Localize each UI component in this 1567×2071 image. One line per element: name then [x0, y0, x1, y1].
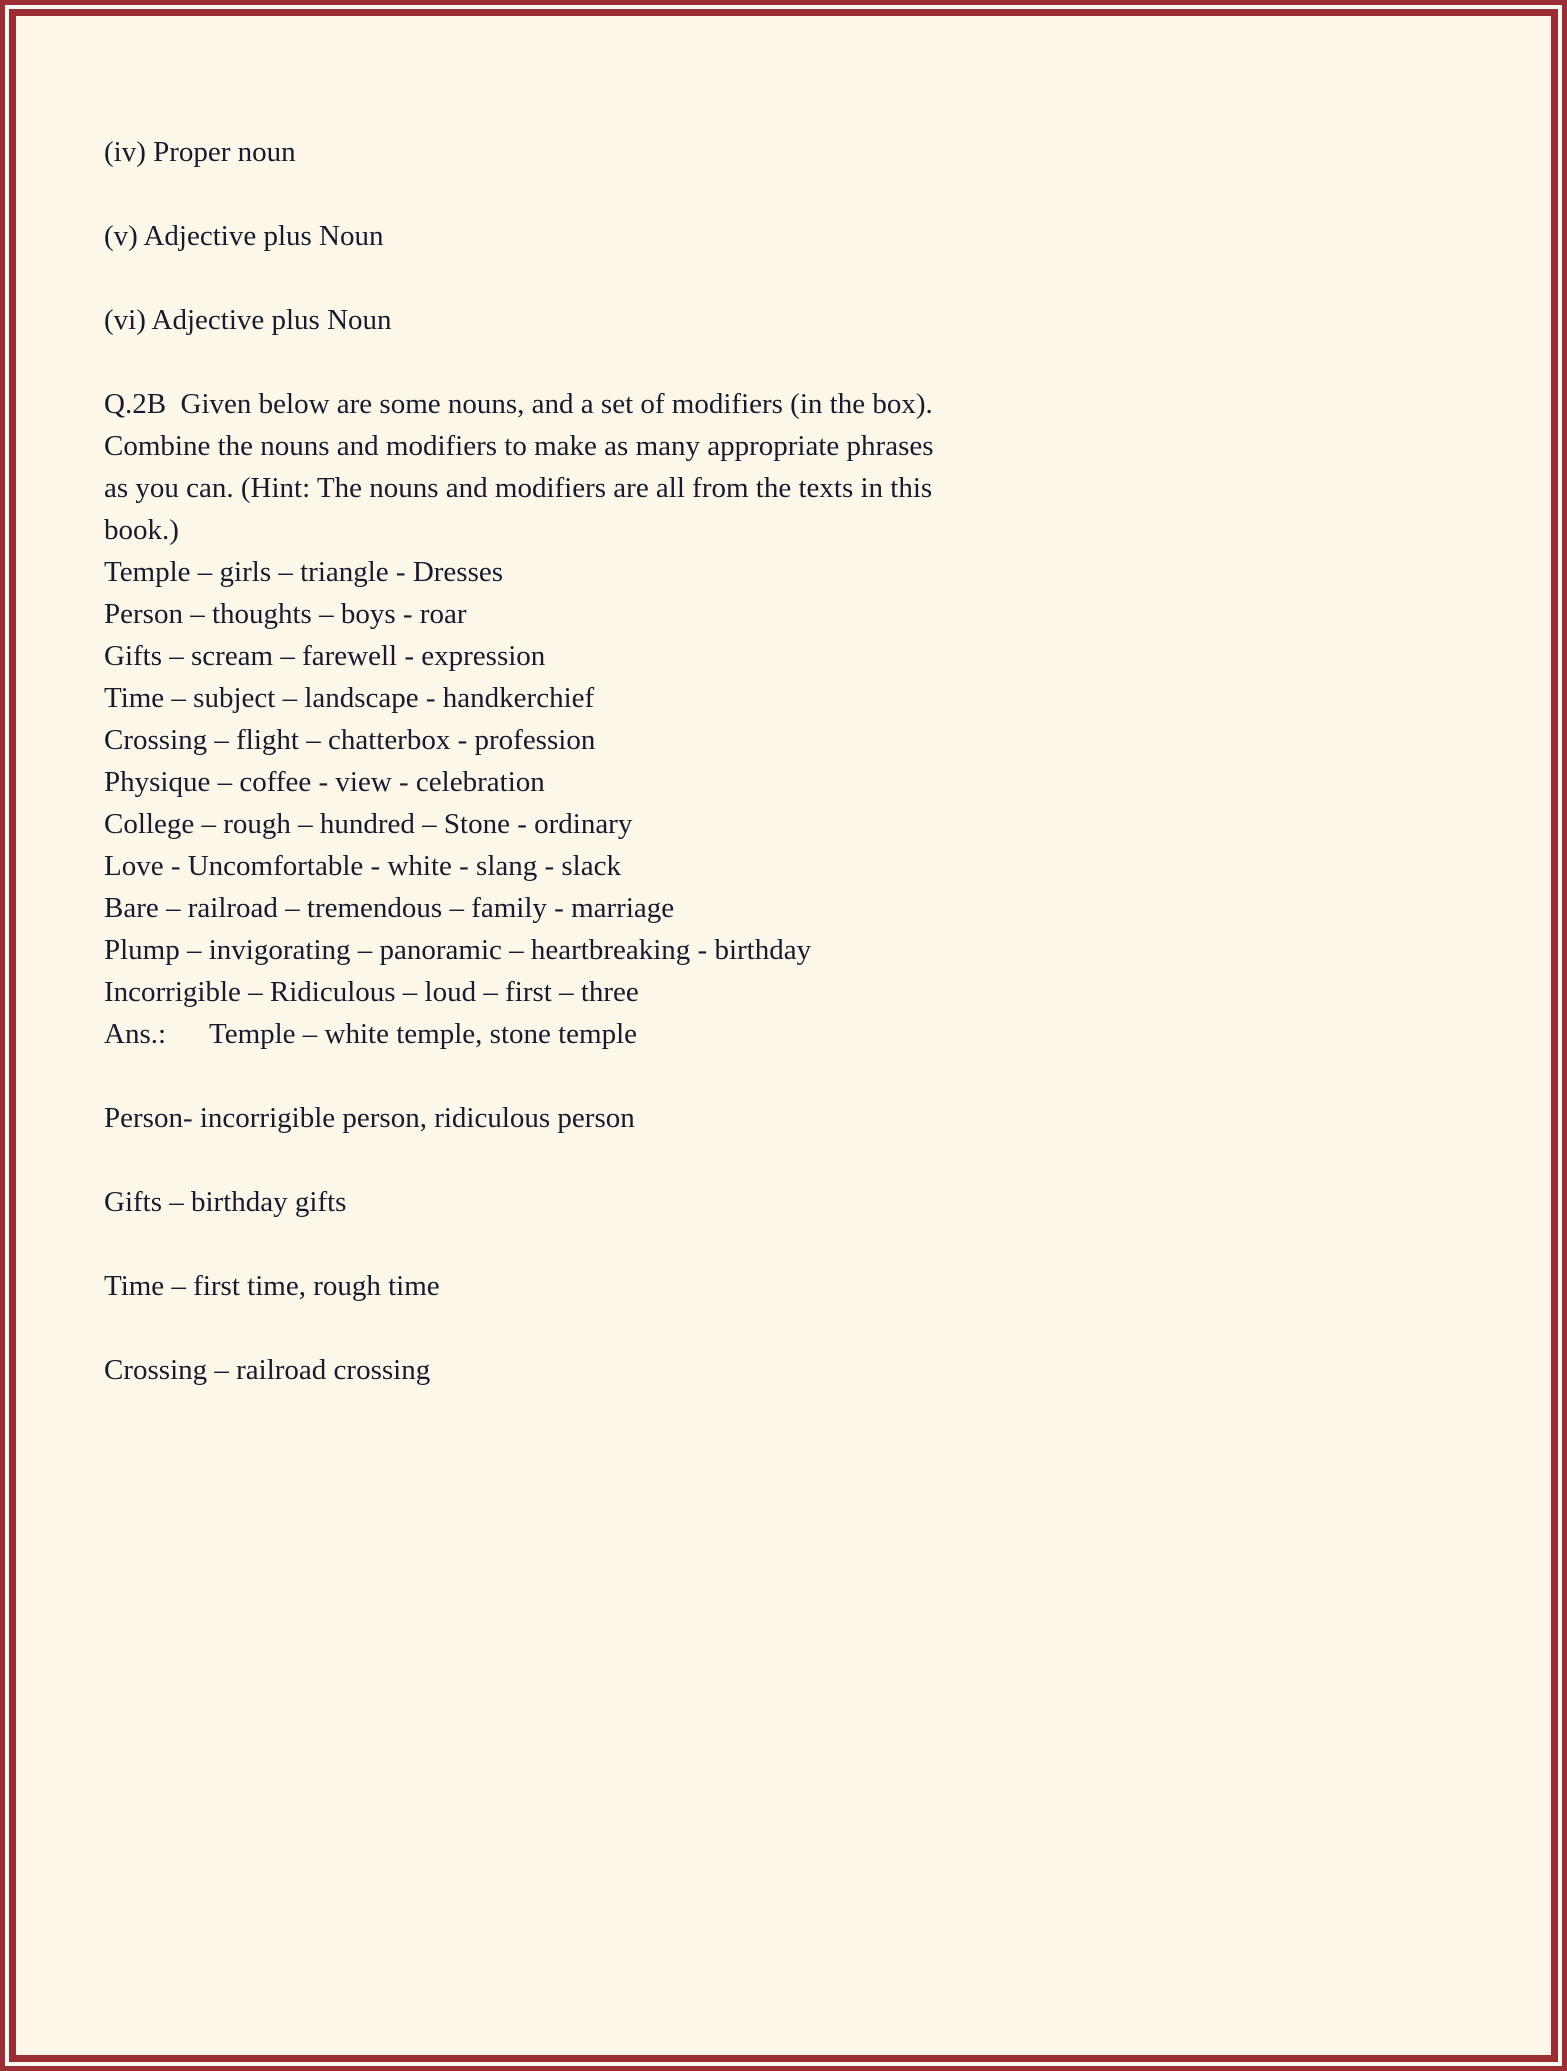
text-line: Person – thoughts – boys - roar: [104, 598, 467, 630]
text-line: (v) Adjective plus Noun: [104, 220, 384, 252]
text-line: Q.2B Given below are some nouns, and a set of modifiers (in the box).: [104, 388, 933, 420]
text-line: Person- incorrigible person, ridiculous person: [104, 1102, 635, 1134]
text-line: Combine the nouns and modifiers to make as many appropriate phrases: [104, 430, 934, 462]
document-page: [9, 9, 1558, 2062]
text-line: Time – subject – landscape - handkerchief: [104, 682, 595, 714]
text-line: Crossing – railroad crossing: [104, 1354, 431, 1386]
text-line: as you can. (Hint: The nouns and modifiers are all from the texts in this: [104, 472, 933, 504]
text-line: Incorrigible – Ridiculous – loud – first – three: [104, 976, 639, 1008]
document-lines: [104, 131, 1461, 1391]
text-line: Ans.: Temple – white temple, stone temple: [104, 1018, 638, 1050]
text-line: (vi) Adjective plus Noun: [104, 304, 392, 336]
text-line: Crossing – flight – chatterbox - profession: [104, 724, 596, 756]
text-line: Gifts – birthday gifts: [104, 1186, 347, 1218]
text-line: (iv) Proper noun: [104, 136, 296, 168]
text-line: Love - Uncomfortable - white - slang - slack: [104, 850, 621, 882]
text-line: College – rough – hundred – Stone - ordinary: [104, 808, 633, 840]
text-line: book.): [104, 514, 179, 546]
text-line: Physique – coffee - view - celebration: [104, 766, 545, 798]
text-line: Gifts – scream – farewell - expression: [104, 640, 546, 672]
text-line: Time – first time, rough time: [104, 1270, 440, 1302]
text-line: Temple – girls – triangle - Dresses: [104, 556, 504, 588]
text-line: Plump – invigorating – panoramic – heartbreaking - birthday: [104, 934, 812, 966]
text-line: Bare – railroad – tremendous – family - marriage: [104, 892, 675, 924]
